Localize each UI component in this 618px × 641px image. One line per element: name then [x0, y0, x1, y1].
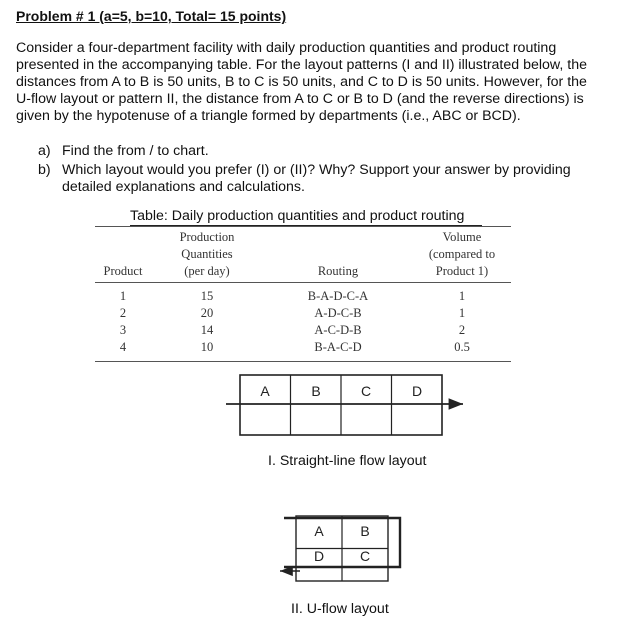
cell-volume: 1 [458, 289, 466, 303]
layout2-caption: II. U-flow layout [291, 601, 389, 617]
question-text: Which layout would you prefer (I) or (II)? Why? Support your answer by providing detailed explanations and calculations. [62, 162, 571, 195]
header-volume: Volume (compared to Product 1) [413, 227, 511, 283]
header-product: Product [95, 227, 151, 283]
cell-product: 4 [95, 339, 151, 362]
straight-line-layout [226, 375, 463, 435]
layout1-caption: I. Straight-line flow layout [268, 453, 427, 469]
cell-product: 3 [119, 323, 127, 337]
cell-routing: B-A-C-D [263, 339, 413, 362]
dept-label-c: C [360, 383, 372, 399]
cell-routing: A-C-D-B [314, 323, 362, 337]
cell-routing: B-A-D-C-A [307, 289, 369, 303]
cell-volume: 0.5 [413, 339, 511, 362]
dept-label-a: A [260, 383, 270, 399]
table-caption: Table: Daily production quantities and product routing [130, 208, 482, 226]
dept-label-c: C [359, 548, 371, 564]
dept-label-d: D [411, 383, 423, 399]
cell-routing: A-D-C-B [314, 306, 362, 320]
cell-qty: 15 [200, 289, 214, 303]
cell-qty: 10 [151, 339, 263, 362]
dept-label-a: A [314, 523, 324, 539]
header-routing: Routing [263, 227, 413, 283]
problem-title: Problem # 1 (a=5, b=10, Total= 15 points) [16, 8, 287, 24]
cell-volume: 2 [458, 323, 466, 337]
dept-label-b: B [311, 383, 321, 399]
cell-qty: 20 [200, 306, 214, 320]
cell-product: 1 [119, 289, 127, 303]
header-quantities: Production Quantities (per day) [151, 227, 263, 283]
cell-product: 2 [119, 306, 127, 320]
cell-qty: 14 [200, 323, 214, 337]
dept-label-b: B [360, 523, 370, 539]
question-label: a) [38, 143, 51, 159]
cell-volume: 1 [458, 306, 466, 320]
question-text: Find the from / to chart. [62, 143, 209, 159]
question-label: b) [38, 162, 51, 178]
u-flow-layout [280, 516, 400, 581]
problem-statement: Consider a four-department facility with daily production quantities and product routing presented in the accompanying table. For the layout patterns (I and II) illustrated below, the distances from A to B is 50 units, B to C is 50 units, and C to D is 50 units. However, for the U-flow layout or pattern II, the distance from A to C or B to D (and the reverse directions) is given by the hypotenuse of a triangle formed by departments (i.e., ABC or BCD). [16, 40, 587, 124]
dept-label-d: D [313, 548, 325, 564]
